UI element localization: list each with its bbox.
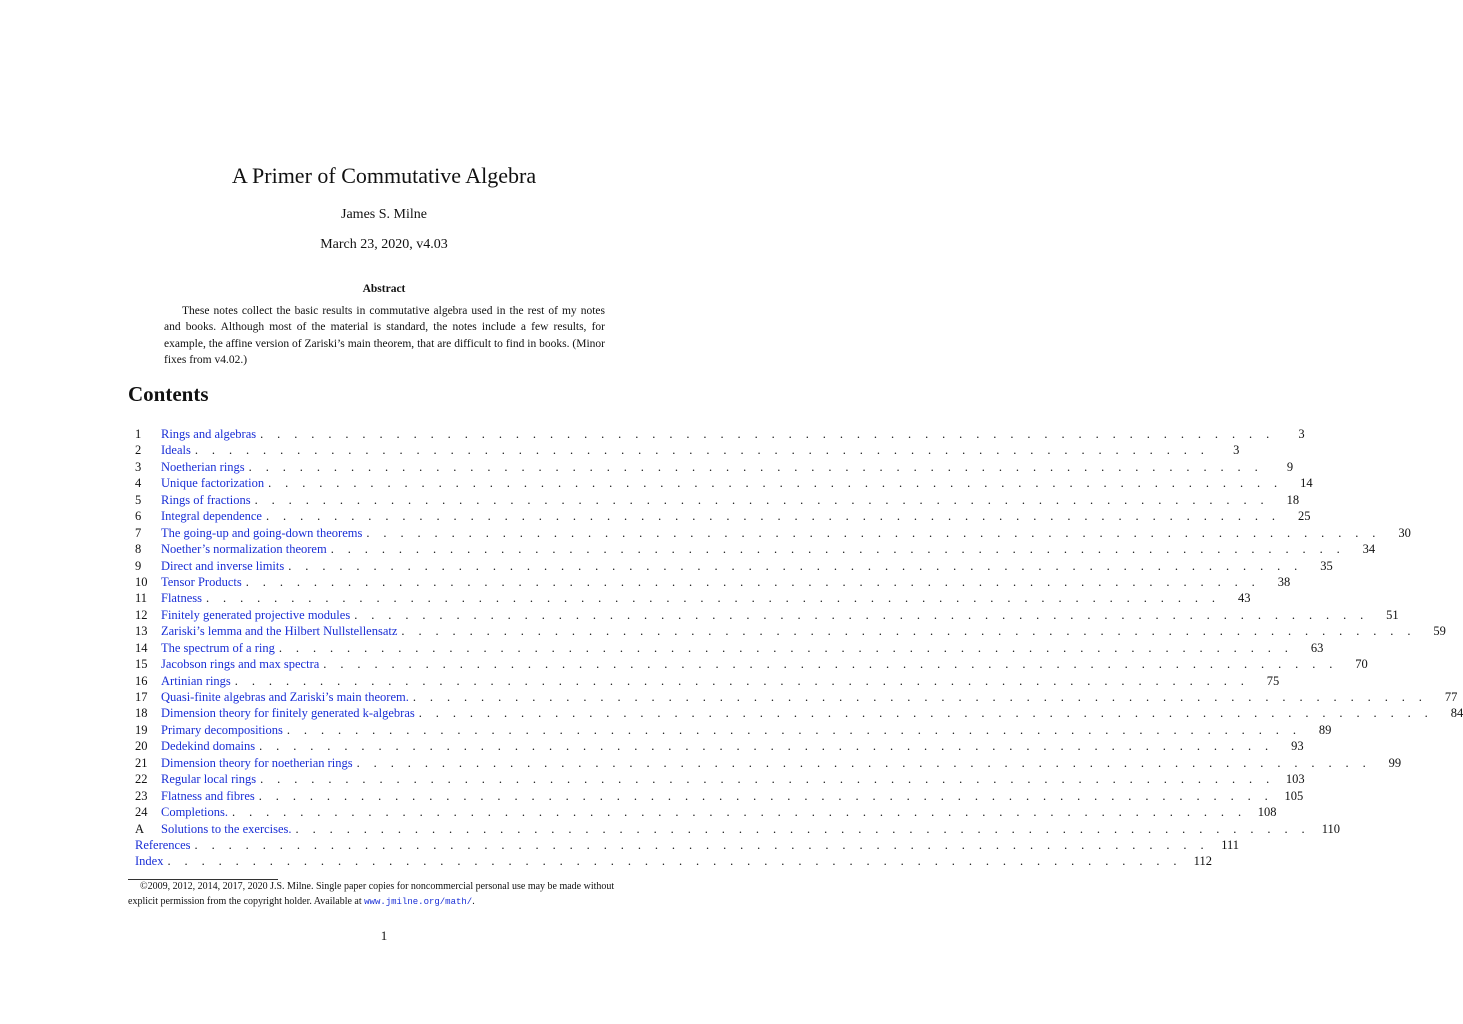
toc-leader-dots: . . . . . . . . . . . . . . . . . . . . . . . . . . . . . . . . . . . . . . . . . . . . . . . . . . . . . . . . . . . . [245, 574, 1261, 589]
toc-entry-page: 14 [1300, 476, 1313, 491]
toc-leader-dots: . . . . . . . . . . . . . . . . . . . . . . . . . . . . . . . . . . . . . . . . . . . . . . . . . . . . . . . . . . . . [295, 821, 1311, 836]
toc-entry-page: 25 [1297, 509, 1311, 524]
toc-entry-page: 99 [1388, 755, 1402, 770]
toc-leader-dots: . . . . . . . . . . . . . . . . . . . . . . . . . . . . . . . . . . . . . . . . . . . . . . . . . . . . . . . . . . . . [232, 805, 1247, 820]
toc-entry-number: 20 [135, 739, 148, 754]
abstract-heading: Abstract [362, 283, 406, 295]
toc-entry-page: 63 [1310, 640, 1324, 655]
toc-entry-number: 9 [135, 558, 142, 573]
toc-leader-dots: . . . . . . . . . . . . . . . . . . . . . . . . . . . . . . . . . . . . . . . . . . . . . . . . . . . . . . . . . . . . [288, 558, 1303, 573]
toc-entry-number: 10 [135, 574, 148, 589]
toc-entry-page: 51 [1386, 607, 1399, 622]
toc-entry-page: 111 [1221, 837, 1240, 852]
toc-leader-dots: . . . . . . . . . . . . . . . . . . . . . . . . . . . . . . . . . . . . . . . . . . . . . . . . . . . . . . . . . . . . [268, 476, 1283, 491]
toc-entry-number: 1 [135, 427, 142, 441]
toc-leader-dots: . . . . . . . . . . . . . . . . . . . . . . . . . . . . . . . . . . . . . . . . . . . . . . . . . . . . . . . . . . . . [258, 788, 1274, 803]
toc-leader-dots: . . . . . . . . . . . . . . . . . . . . . . . . . . . . . . . . . . . . . . . . . . . . . . . . . . . . . . . . . . . . [286, 722, 1302, 737]
toc-leader-dots: . . . . . . . . . . . . . . . . . . . . . . . . . . . . . . . . . . . . . . . . . . . . . . . . . . . . . . . . . . . . [259, 739, 1274, 754]
paper-title: A Primer of Commutative Algebra [231, 163, 537, 188]
toc-leader-dots: . . . . . . . . . . . . . . . . . . . . . . . . . . . . . . . . . . . . . . . . . . . . . . . . . . . . . . . . . . . . [356, 755, 1372, 770]
toc-entry[interactable] [135, 755, 1402, 771]
toc-entry-number: 11 [135, 591, 148, 606]
toc-leader-dots: . . . . . . . . . . . . . . . . . . . . . . . . . . . . . . . . . . . . . . . . . . . . . . . . . . . . . . . . . . . . [323, 657, 1338, 672]
toc-entry-page: 34 [1362, 542, 1376, 557]
toc-entry-page: 112 [1193, 854, 1212, 869]
toc-entry-page: 75 [1266, 673, 1280, 688]
toc-entry-link[interactable]: Index [135, 854, 164, 869]
toc-entry[interactable] [135, 492, 1300, 508]
toc-entry-link[interactable]: The spectrum of a ring [161, 640, 275, 655]
toc-entry-number: 13 [135, 624, 148, 639]
toc-entry-number: 3 [135, 459, 142, 474]
toc-entry[interactable] [135, 607, 1399, 623]
toc-entry[interactable] [135, 541, 1376, 557]
toc-entry-link[interactable]: Regular local rings [161, 772, 257, 787]
toc-leader-dots: . . . . . . . . . . . . . . . . . . . . . . . . . . . . . . . . . . . . . . . . . . . . . . . . . . . . . . . . . . . . [412, 690, 1428, 704]
toc-entry[interactable] [135, 459, 1294, 475]
toc-entry-link[interactable]: Artinian rings [161, 673, 231, 688]
toc-leader-dots: . . . . . . . . . . . . . . . . . . . . . . . . . . . . . . . . . . . . . . . . . . . . . . . . . . . . . . . . . . . . [254, 492, 1270, 507]
toc-entry-page: 3 [1298, 427, 1305, 441]
toc-entry-page: 35 [1320, 558, 1333, 573]
toc-entry-link[interactable]: Noether’s normalization theorem [161, 542, 327, 557]
toc-entry-link[interactable]: Unique factorization [161, 476, 265, 491]
toc-entry-page: 9 [1286, 459, 1294, 474]
toc-entry-link[interactable]: Rings of fractions [161, 492, 251, 507]
toc-entry-page: 93 [1291, 739, 1304, 754]
toc-entry-number: 6 [135, 509, 142, 524]
toc-entry-page: 108 [1257, 805, 1277, 820]
toc-entry[interactable] [135, 442, 1240, 458]
toc-entry-number: 18 [135, 706, 148, 721]
toc-entry-number: 17 [135, 690, 148, 704]
toc-entry-number: 5 [135, 492, 142, 507]
toc-entry-number: 14 [135, 640, 148, 655]
toc-entry-page: 3 [1233, 443, 1240, 458]
toc-entry-link[interactable]: Dimension theory for finitely generated k-algebras [161, 706, 415, 721]
toc-leader-dots: . . . . . . . . . . . . . . . . . . . . . . . . . . . . . . . . . . . . . . . . . . . . . . . . . . . . . . . . . . . . [278, 640, 1294, 655]
toc-entry-number: 21 [135, 755, 148, 770]
toc-entry-page: 59 [1433, 624, 1446, 639]
toc-leader-dots: . . . . . . . . . . . . . . . . . . . . . . . . . . . . . . . . . . . . . . . . . . . . . . . . . . . . . . . . . . . . [418, 706, 1434, 721]
toc-entry-page: 43 [1237, 591, 1251, 606]
toc-entry-link[interactable]: Flatness [161, 591, 202, 606]
toc-leader-dots: . . . . . . . . . . . . . . . . . . . . . . . . . . . . . . . . . . . . . . . . . . . . . . . . . . . . . . . . . . . . [194, 837, 1210, 852]
toc-entry-link[interactable]: Quasi-finite algebras and Zariski’s main theorem. [161, 690, 409, 704]
toc-entry-link[interactable]: Completions. [161, 805, 229, 820]
toc-entry[interactable] [135, 640, 1324, 656]
toc-entry[interactable] [135, 853, 1212, 869]
toc-leader-dots: . . . . . . . . . . . . . . . . . . . . . . . . . . . . . . . . . . . . . . . . . . . . . . . . . . . . . . . . . . . . [234, 673, 1250, 688]
toc-entry-number: 8 [135, 542, 142, 557]
toc-entry[interactable] [135, 590, 1251, 606]
toc-entry-link[interactable]: Rings and algebras [161, 427, 257, 441]
toc-entry[interactable] [135, 558, 1333, 574]
toc-entry[interactable] [135, 821, 1341, 837]
toc-leader-dots: . . . . . . . . . . . . . . . . . . . . . . . . . . . . . . . . . . . . . . . . . . . . . . . . . . . . . . . . . . . . [167, 854, 1182, 869]
toc-entry-link[interactable]: Dedekind domains [161, 739, 256, 754]
footnote-url-link[interactable]: www.jmilne.org/math/ [364, 896, 473, 907]
toc-entry-link[interactable]: Noetherian rings [161, 459, 245, 474]
toc-entry-number: 24 [135, 805, 148, 820]
toc-leader-dots: . . . . . . . . . . . . . . . . . . . . . . . . . . . . . . . . . . . . . . . . . . . . . . . . . . . . . . . . . . . . [265, 509, 1281, 524]
toc-entry-link[interactable]: Zariski’s lemma and the Hilbert Nullstellensatz [161, 624, 398, 639]
contents-heading: Contents [128, 382, 209, 406]
toc-entry-link[interactable]: Flatness and fibres [161, 788, 255, 803]
toc-entry-page: 18 [1286, 492, 1300, 507]
toc-entry[interactable] [135, 475, 1313, 491]
toc-entry-number: 16 [135, 673, 148, 688]
toc-entry[interactable] [135, 837, 1240, 853]
toc-leader-dots: . . . . . . . . . . . . . . . . . . . . . . . . . . . . . . . . . . . . . . . . . . . . . . . . . . . . . . . . . . . . [205, 591, 1221, 606]
toc-entry-link[interactable]: Ideals [161, 443, 191, 458]
toc-entry-number: 12 [135, 607, 148, 622]
toc-entry-link[interactable]: Jacobson rings and max spectra [161, 657, 320, 672]
toc-entry[interactable] [135, 574, 1291, 590]
footnote-text: ©2009, 2012, 2014, 2017, 2020 J.S. Milne. Single paper copies for noncommercial personal use may be made without explicit permission from the copyright holder. Available at [128, 881, 615, 907]
toc-entry-link[interactable]: Direct and inverse limits [161, 558, 285, 573]
toc-entry-link[interactable]: Finitely generated projective modules [161, 607, 351, 622]
abstract-text: These notes collect the basic results in commutative algebra used in the rest of my notes and books. Although most of the material is standard, the notes include a few results, for example, the affine version of Zariski’s main theorem, that are difficult to find in books. (Minor fixes from v4.02.) [164, 305, 605, 366]
author-name: James S. Milne [341, 207, 427, 222]
toc-entry-number: 23 [135, 788, 148, 803]
toc-entry[interactable] [135, 804, 1277, 820]
toc-entry-link[interactable]: Integral dependence [161, 509, 262, 524]
toc-entry[interactable] [135, 771, 1305, 787]
toc-entry-number: 4 [135, 476, 142, 491]
toc-entry-page: 70 [1355, 657, 1368, 672]
toc-entry[interactable] [135, 623, 1446, 639]
toc-entry-link[interactable]: Dimension theory for noetherian rings [161, 755, 353, 770]
toc-entry-page: 110 [1321, 821, 1341, 836]
toc-entry[interactable] [135, 525, 1411, 541]
toc-entry-page: 89 [1318, 722, 1332, 737]
toc-leader-dots: . . . . . . . . . . . . . . . . . . . . . . . . . . . . . . . . . . . . . . . . . . . . . . . . . . . . . . . . . . . . [366, 525, 1381, 540]
toc-leader-dots: . . . . . . . . . . . . . . . . . . . . . . . . . . . . . . . . . . . . . . . . . . . . . . . . . . . . . . . . . . . . [260, 772, 1275, 787]
toc-entry-page: 103 [1285, 772, 1305, 787]
toc-entry-page: 77 [1444, 690, 1458, 704]
toc-entry-number: 22 [135, 772, 148, 787]
toc-leader-dots: . . . . . . . . . . . . . . . . . . . . . . . . . . . . . . . . . . . . . . . . . . . . . . . . . . . . . . . . . . . . [248, 459, 1264, 474]
toc-leader-dots: . . . . . . . . . . . . . . . . . . . . . . . . . . . . . . . . . . . . . . . . . . . . . . . . . . . . . . . . . . . . [330, 542, 1346, 557]
copyright-footnote [128, 880, 640, 909]
toc-entry-page: 30 [1398, 525, 1411, 540]
toc-entry-link[interactable]: References [135, 837, 191, 852]
toc-leader-dots: . . . . . . . . . . . . . . . . . . . . . . . . . . . . . . . . . . . . . . . . . . . . . . . . . . . . . . . . . . . . [354, 607, 1369, 622]
toc-entry-number: 19 [135, 722, 148, 737]
toc-entry[interactable] [135, 722, 1332, 738]
table-of-contents [135, 426, 1463, 870]
paper-date: March 23, 2020, v4.03 [320, 237, 448, 252]
toc-entry[interactable] [135, 656, 1368, 672]
toc-leader-dots: . . . . . . . . . . . . . . . . . . . . . . . . . . . . . . . . . . . . . . . . . . . . . . . . . . . . . . . . . . . . [401, 624, 1416, 639]
toc-entry-number: A [135, 821, 145, 836]
toc-leader-dots: . . . . . . . . . . . . . . . . . . . . . . . . . . . . . . . . . . . . . . . . . . . . . . . . . . . . . . . . . . . . [194, 443, 1210, 458]
toc-entry[interactable] [135, 705, 1463, 721]
toc-entry-link[interactable]: Primary decompositions [161, 722, 283, 737]
toc-entry-page: 84 [1450, 706, 1463, 721]
toc-entry-number: 7 [135, 525, 142, 540]
toc-entry[interactable] [135, 426, 1305, 442]
toc-entry-link[interactable]: Solutions to the exercises. [161, 821, 292, 836]
toc-leader-dots: . . . . . . . . . . . . . . . . . . . . . . . . . . . . . . . . . . . . . . . . . . . . . . . . . . . . . . . . . . . . [260, 427, 1275, 441]
toc-entry[interactable] [135, 508, 1311, 524]
toc-entry-number: 2 [135, 443, 142, 458]
toc-entry-page: 105 [1284, 788, 1304, 803]
footnote-end: . [472, 895, 475, 907]
toc-entry[interactable] [135, 788, 1304, 804]
toc-entry-link[interactable]: The going-up and going-down theorems [161, 525, 363, 540]
toc-entry-page: 38 [1277, 574, 1291, 589]
toc-entry[interactable] [135, 738, 1304, 754]
toc-entry[interactable] [135, 689, 1458, 705]
toc-entry[interactable] [135, 673, 1280, 689]
page-number: 1 [380, 928, 388, 943]
toc-entry-number: 15 [135, 657, 148, 672]
toc-entry-link[interactable]: Tensor Products [161, 574, 242, 589]
